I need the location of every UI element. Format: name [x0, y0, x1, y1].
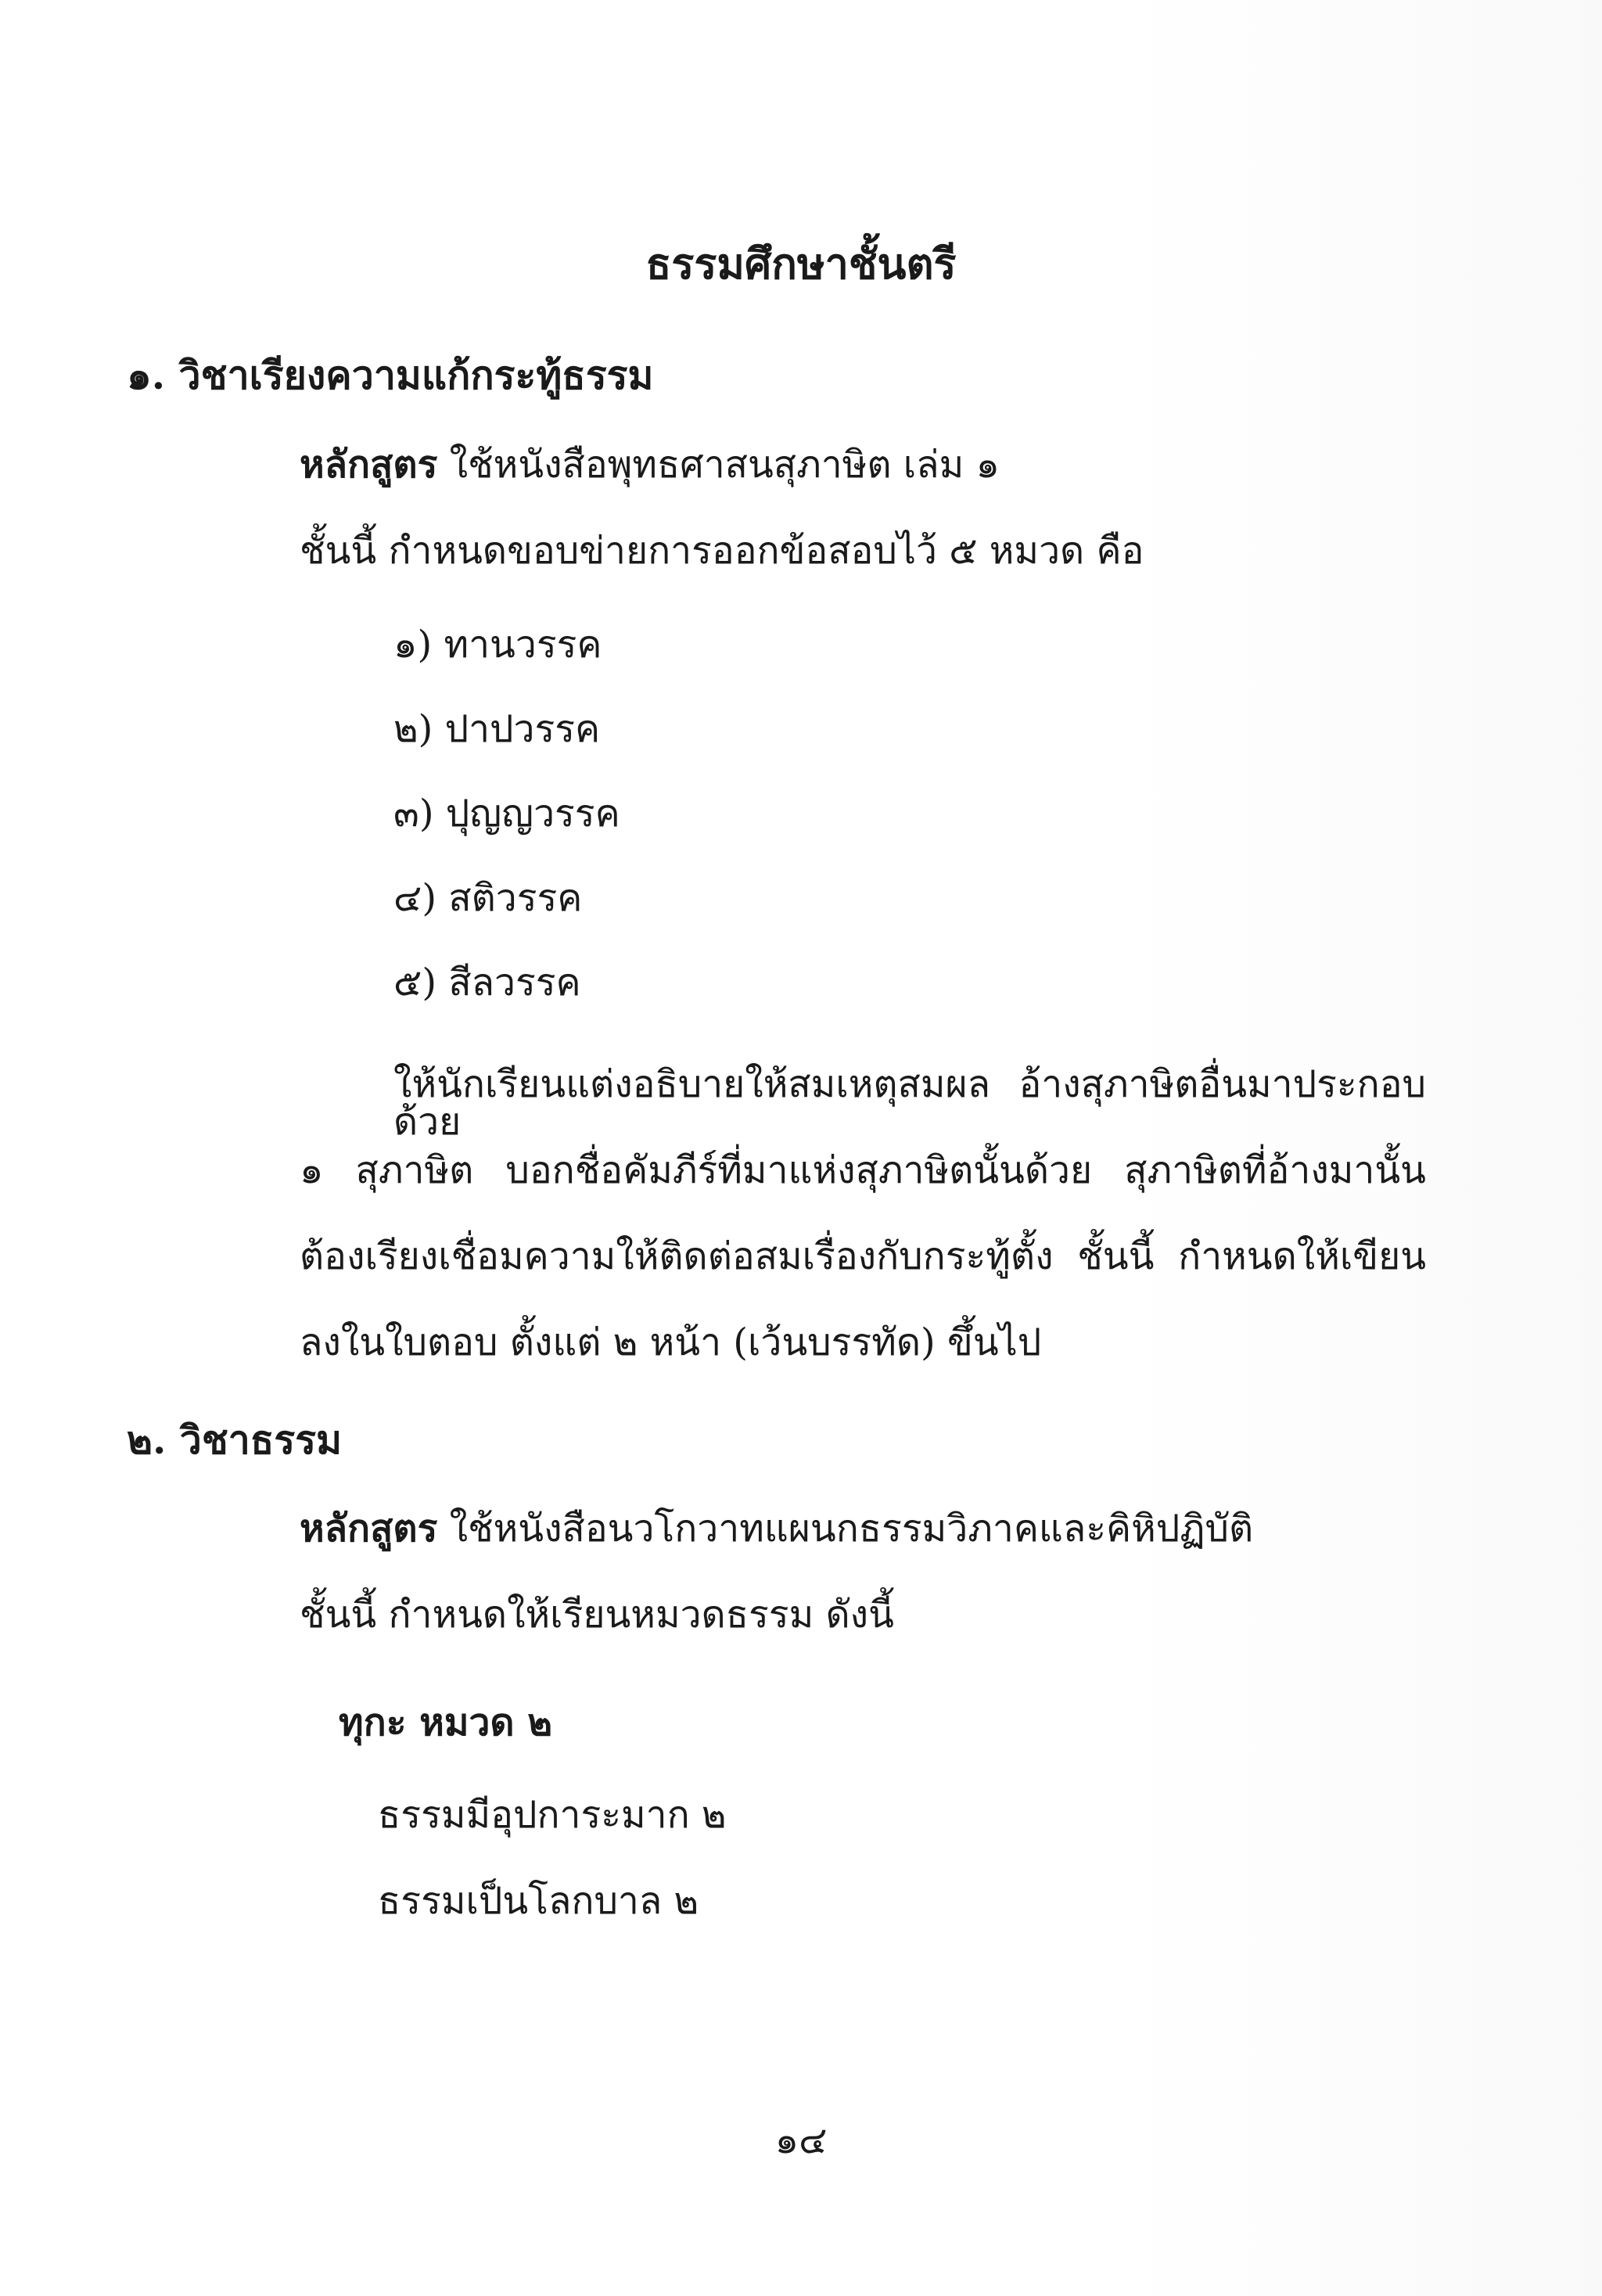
- section-2-heading: ๒. วิชาธรรม: [127, 1417, 343, 1463]
- section-1-list-item: ๑) ทานวรรค: [393, 623, 602, 667]
- section-1-scope-text: ชั้นนี้ กำหนดขอบข่ายการออกข้อสอบไว้ ๕ หมวด คือ: [300, 529, 1144, 573]
- section-1-paragraph-line: ต้องเรียงเชื่อมความให้ติดต่อสมเรื่องกับกระทู้ตั้ง ชั้นนี้ กำหนดให้เขียน: [300, 1234, 1426, 1278]
- section-1-list-item: ๔) สติวรรค: [393, 876, 583, 920]
- section-2-scope-text: ชั้นนี้ กำหนดให้เรียนหมวดธรรม ดังนี้: [300, 1593, 894, 1637]
- section-1-list-item: ๓) ปุญญวรรค: [393, 792, 620, 835]
- section-2-course-line: [300, 1507, 1254, 1550]
- section-1-course-label: หลักสูตร: [300, 443, 438, 487]
- section-1-list-item: ๒) ปาปวรรค: [393, 707, 601, 751]
- section-2-subheading: ทุกะ หมวด ๒: [339, 1701, 552, 1744]
- section-1-paragraph-line: ลงในใบตอบ ตั้งแต่ ๒ หน้า (เว้นบรรทัด) ขึ้นไป: [300, 1320, 1042, 1364]
- section-1-course-line: [300, 443, 1000, 487]
- section-2-course-text: ใช้หนังสือนวโกวาทแผนกธรรมวิภาคและคิหิปฏิบัติ: [449, 1507, 1254, 1550]
- section-1-paragraph-line: ให้นักเรียนแต่งอธิบายให้สมเหตุสมผล อ้างสุภาษิตอื่นมาประกอบด้วย: [393, 1062, 1426, 1144]
- section-2-course-label: หลักสูตร: [300, 1507, 438, 1550]
- page-number: ๑๔: [774, 2118, 828, 2162]
- section-2-list-item: ธรรมเป็นโลกบาล ๒: [378, 1879, 699, 1923]
- section-1-list-item: ๕) สีลวรรค: [393, 961, 581, 1004]
- page-title: ธรรมศึกษาชั้นตรี: [645, 239, 957, 289]
- section-1-heading: ๑. วิชาเรียงความแก้กระทู้ธรรม: [127, 352, 654, 398]
- section-2-list-item: ธรรมมีอุปการะมาก ๒: [378, 1793, 727, 1837]
- section-1-course-text: ใช้หนังสือพุทธศาสนสุภาษิต เล่ม ๑: [449, 443, 1000, 487]
- section-1-paragraph-line: ๑ สุภาษิต บอกชื่อคัมภีร์ที่มาแห่งสุภาษิตนั้นด้วย สุภาษิตที่อ้างมานั้น: [300, 1148, 1426, 1192]
